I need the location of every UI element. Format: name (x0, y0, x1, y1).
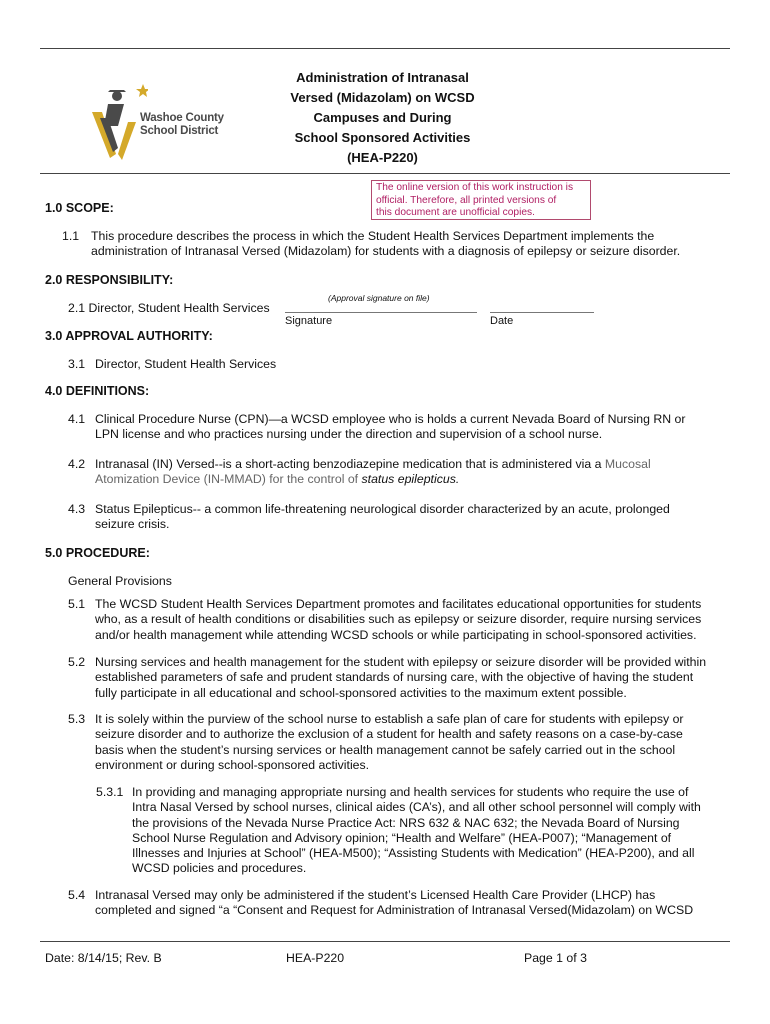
procedure-5-2 (68, 655, 758, 701)
responsibility-heading: 2.0 RESPONSIBILITY: (45, 273, 174, 287)
scope-heading: 1.0 SCOPE: (45, 201, 114, 215)
responsibility-item: 2.1 Director, Student Health Services (68, 301, 270, 315)
title-line: Campuses and During (313, 110, 452, 125)
item-number: 5.2 (68, 655, 86, 669)
definition-intranasal-versed (68, 457, 748, 488)
procedure-line: the provisions of the Nevada Nurse Practice Act: NRS 632 & NAC 632; the Nevada Board of Nursing (132, 815, 680, 830)
wcsd-logo (88, 82, 228, 162)
notice-line: official. Therefore, all printed versions of (376, 194, 557, 206)
footer-doc-id: HEA-P220 (286, 951, 345, 965)
procedure-5-1 (68, 597, 748, 643)
definition-line: Clinical Procedure Nurse (CPN)—a WCSD employee who is holds a current Nevada Board of Nursing RN or (95, 412, 686, 426)
approval-item (68, 357, 668, 372)
definition-line: seizure crisis. (95, 517, 170, 532)
definition-status-epilepticus (68, 502, 748, 533)
procedure-line: Intranasal Versed may only be administered if the student’s Licensed Health Care Provider (LHCP) has (95, 888, 656, 902)
item-number: 5.1 (68, 597, 86, 611)
definition-cpn (68, 412, 748, 443)
procedure-line: In providing and managing appropriate nursing and health services for students who require the use of (132, 785, 689, 799)
scope-item (62, 229, 742, 260)
procedure-line: fully participate in all educational and school-sponsored activities to the maximum extent possible. (95, 685, 627, 700)
header-top-rule (40, 48, 730, 49)
definitions-heading: 4.0 DEFINITIONS: (45, 384, 150, 398)
procedure-line: who, as a result of health conditions or disabilities such as epilepsy or seizure disorder, require nursing services (95, 612, 702, 627)
procedure-heading: 5.0 PROCEDURE: (45, 546, 150, 560)
wcsd-logo-mark-icon (88, 82, 148, 162)
logo-line-1: Washoe County (140, 112, 224, 124)
definition-line: Intranasal (IN) Versed--is a short-acting benzodiazepine medication that is administered via a (95, 457, 605, 471)
definition-line: Status Epilepticus-- a common life-threatening neurological disorder characterized by an acute, prolonged (95, 502, 670, 516)
title-line: School Sponsored Activities (294, 130, 471, 145)
approval-text: Director, Student Health Services (95, 357, 277, 371)
procedure-5-3-1 (96, 785, 746, 877)
procedure-line: WCSD policies and procedures. (132, 861, 307, 876)
logo-line-2: School District (140, 125, 219, 137)
procedure-line: and/or health management while attending WCSD schools or while participating in school-sponsored activities. (95, 627, 697, 642)
procedure-line: seizure disorder and to authorize the exclusion of a student for health and safety reasons on a case-by-case (95, 727, 683, 742)
notice-line: this document are unofficial copies. (376, 207, 535, 218)
item-number: 3.1 (68, 357, 86, 371)
approval-note: (Approval signature on file) (328, 293, 430, 303)
footer-page: Page 1 of 3 (524, 951, 587, 965)
mmad-term-cont: Atomization Device (IN-MMAD) for the control of (95, 472, 362, 487)
item-number: 1.1 (62, 229, 80, 243)
signature-line (285, 312, 477, 313)
date-line (490, 312, 594, 313)
item-number: 4.2 (68, 457, 86, 471)
item-number: 4.3 (68, 502, 86, 516)
mmad-term: Mucosal (604, 457, 651, 471)
item-number: 4.1 (68, 412, 86, 426)
procedure-5-3 (68, 712, 748, 773)
general-provisions-subheading: General Provisions (68, 574, 172, 588)
signature-label: Signature (285, 315, 333, 327)
procedure-line: environment or during school-sponsored activities. (95, 757, 370, 772)
title-line: Versed (Midazolam) on WCSD (290, 90, 475, 105)
procedure-line: established parameters of safe and prudent standards of nursing care, with the objective of having the student (95, 670, 694, 685)
procedure-line: The WCSD Student Health Services Department promotes and facilitates educational opportunities for students (95, 597, 702, 611)
title-line: Administration of Intranasal (296, 70, 469, 85)
item-number: 5.3 (68, 712, 86, 726)
scope-text-line: administration of Intranasal Versed (Midazolam) for students with a diagnosis of epilepsy or seizure disorder. (91, 244, 681, 259)
approval-authority-heading: 3.0 APPROVAL AUTHORITY: (45, 329, 213, 343)
procedure-line: School Nurse Regulation and Advisory opinion; “Health and Welfare” (HEA-P007); “Management of (132, 830, 672, 845)
footer-rule (40, 941, 730, 942)
procedure-line: It is solely within the purview of the school nurse to establish a safe plan of care for students with epilepsy or (95, 712, 684, 726)
procedure-line: Nursing services and health management for the student with epilepsy or seizure disorder will be provided within (95, 655, 707, 669)
title-line: (HEA-P220) (347, 150, 418, 165)
definition-line: LPN license and who practices nursing under the direction and supervision of a school nurse. (95, 427, 603, 442)
scope-text-line: This procedure describes the process in which the Student Health Services Department implements the (91, 229, 655, 243)
procedure-line: basis when the student’s nursing services or health management cannot be safely carried out in the school (95, 742, 676, 757)
procedure-line: completed and signed “a “Consent and Request for Administration of Intranasal Versed(Midazolam) on WCSD (95, 903, 694, 918)
document-title (240, 68, 525, 168)
item-number: 5.3.1 (96, 785, 124, 799)
status-epilepticus-term: status epilepticus. (361, 472, 460, 487)
item-number: 5.4 (68, 888, 86, 902)
procedure-line: Intra Nasal Versed by school nurses, clinical aides (CA’s), and all other school personnel will comply with (132, 800, 701, 815)
notice-line: The online version of this work instruction is (376, 182, 574, 193)
official-version-notice (371, 180, 591, 220)
procedure-line: Illnesses and Injuries at School” (HEA-M500); “Assisting Students with Medication” (HEA-P200), and all (132, 846, 695, 861)
procedure-5-4 (68, 888, 748, 919)
date-label: Date (490, 315, 514, 327)
header-bottom-rule (40, 173, 730, 174)
footer-date: Date: 8/14/15; Rev. B (45, 951, 162, 965)
